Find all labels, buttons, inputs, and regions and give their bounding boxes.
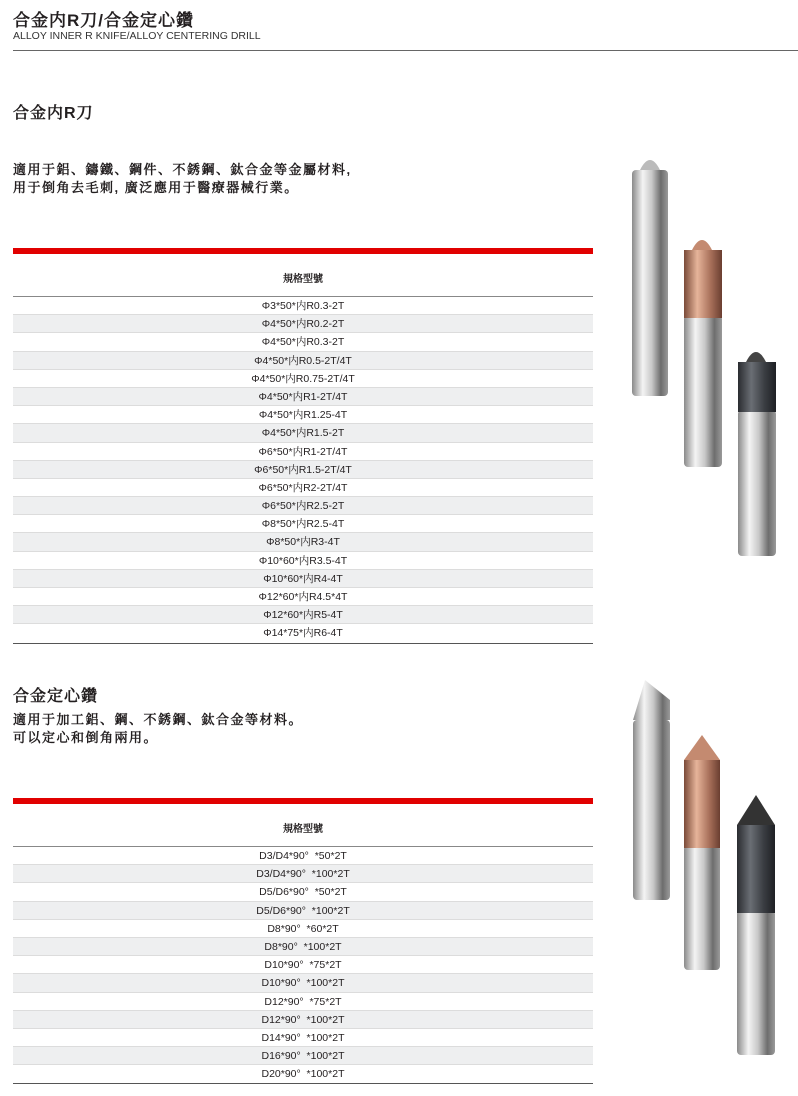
table-row: Φ4*50*内R0.5-2T/4T bbox=[13, 352, 593, 370]
table-row: Φ4*50*内R0.75-2T/4T bbox=[13, 370, 593, 388]
table-row: Φ4*50*内R0.2-2T bbox=[13, 315, 593, 333]
page-title: 合金内R刀/合金定心鑽 bbox=[13, 11, 194, 30]
table-row: D12*90° *75*2T bbox=[13, 993, 593, 1011]
table-row: Φ4*50*内R1-2T/4T bbox=[13, 388, 593, 406]
table-row: Φ4*50*内R1.25-4T bbox=[13, 406, 593, 424]
table-row: D3/D4*90° *50*2T bbox=[13, 847, 593, 865]
table-row: D20*90° *100*2T bbox=[261, 1068, 345, 1081]
r-knife-silver-image bbox=[632, 160, 668, 396]
table-row: Φ4*50*内R0.3-2T bbox=[13, 333, 593, 351]
table-row: D10*90° *100*2T bbox=[13, 974, 593, 992]
table-row: D5/D6*90° *100*2T bbox=[13, 902, 593, 920]
spec-table-r-knife bbox=[13, 296, 593, 644]
table-row: Φ6*50*内R1.5-2T/4T bbox=[13, 461, 593, 479]
page-subtitle: ALLOY INNER R KNIFE/ALLOY CENTERING DRILL bbox=[13, 30, 261, 42]
table-row: Φ12*60*内R4.5*4T bbox=[13, 588, 593, 606]
table-header: 規格型號 bbox=[283, 274, 323, 285]
section-heading-r-knife: 合金内R刀 bbox=[13, 105, 94, 122]
table-row: Φ14*75*内R6-4T bbox=[263, 627, 343, 640]
drill-rose-image bbox=[684, 735, 720, 970]
desc-line: 用于倒角去毛刺, 廣泛應用于醫療器械行業。 bbox=[13, 180, 299, 195]
desc-line: 可以定心和倒角兩用。 bbox=[13, 730, 159, 745]
drill-black-image bbox=[737, 795, 775, 1055]
divider bbox=[13, 50, 798, 51]
table-row: D3/D4*90° *100*2T bbox=[13, 865, 593, 883]
table-row: Φ10*60*内R4-4T bbox=[13, 570, 593, 588]
table-row: D8*90° *100*2T bbox=[13, 938, 593, 956]
section-desc-centering-drill bbox=[13, 711, 303, 747]
table-row: D10*90° *75*2T bbox=[13, 956, 593, 974]
table-row: Φ6*50*内R2.5-2T bbox=[13, 497, 593, 515]
table-row: D14*90° *100*2T bbox=[13, 1029, 593, 1047]
table-row: Φ8*50*内R2.5-4T bbox=[13, 515, 593, 533]
section-desc-r-knife bbox=[13, 161, 352, 197]
table-row: Φ3*50*内R0.3-2T bbox=[13, 297, 593, 315]
table-header: 規格型號 bbox=[283, 824, 323, 835]
red-bar bbox=[13, 248, 593, 254]
desc-line: 適用于加工鋁、鋼、不銹鋼、鈦合金等材料。 bbox=[13, 712, 304, 727]
table-row: Φ12*60*内R5-4T bbox=[13, 606, 593, 624]
r-knife-black-image bbox=[738, 352, 776, 556]
section-heading-centering-drill: 合金定心鑽 bbox=[13, 688, 99, 705]
table-row: D8*90° *60*2T bbox=[13, 920, 593, 938]
table-row: Φ4*50*内R1.5-2T bbox=[13, 424, 593, 442]
table-row: Φ8*50*内R3-4T bbox=[13, 533, 593, 551]
table-row: D12*90° *100*2T bbox=[13, 1011, 593, 1029]
table-row: Φ6*50*内R2-2T/4T bbox=[13, 479, 593, 497]
red-bar bbox=[13, 798, 593, 804]
spec-table-centering-drill bbox=[13, 846, 593, 1084]
table-row: D5/D6*90° *50*2T bbox=[13, 883, 593, 901]
table-row: Φ6*50*内R1-2T/4T bbox=[13, 443, 593, 461]
r-knife-rose-image bbox=[684, 240, 722, 467]
table-row: Φ10*60*内R3.5-4T bbox=[13, 552, 593, 570]
drill-silver-image bbox=[633, 680, 670, 900]
desc-line: 適用于鋁、鑄鐵、鋼件、不銹鋼、鈦合金等金屬材料, bbox=[13, 162, 352, 177]
table-row: D16*90° *100*2T bbox=[13, 1047, 593, 1065]
